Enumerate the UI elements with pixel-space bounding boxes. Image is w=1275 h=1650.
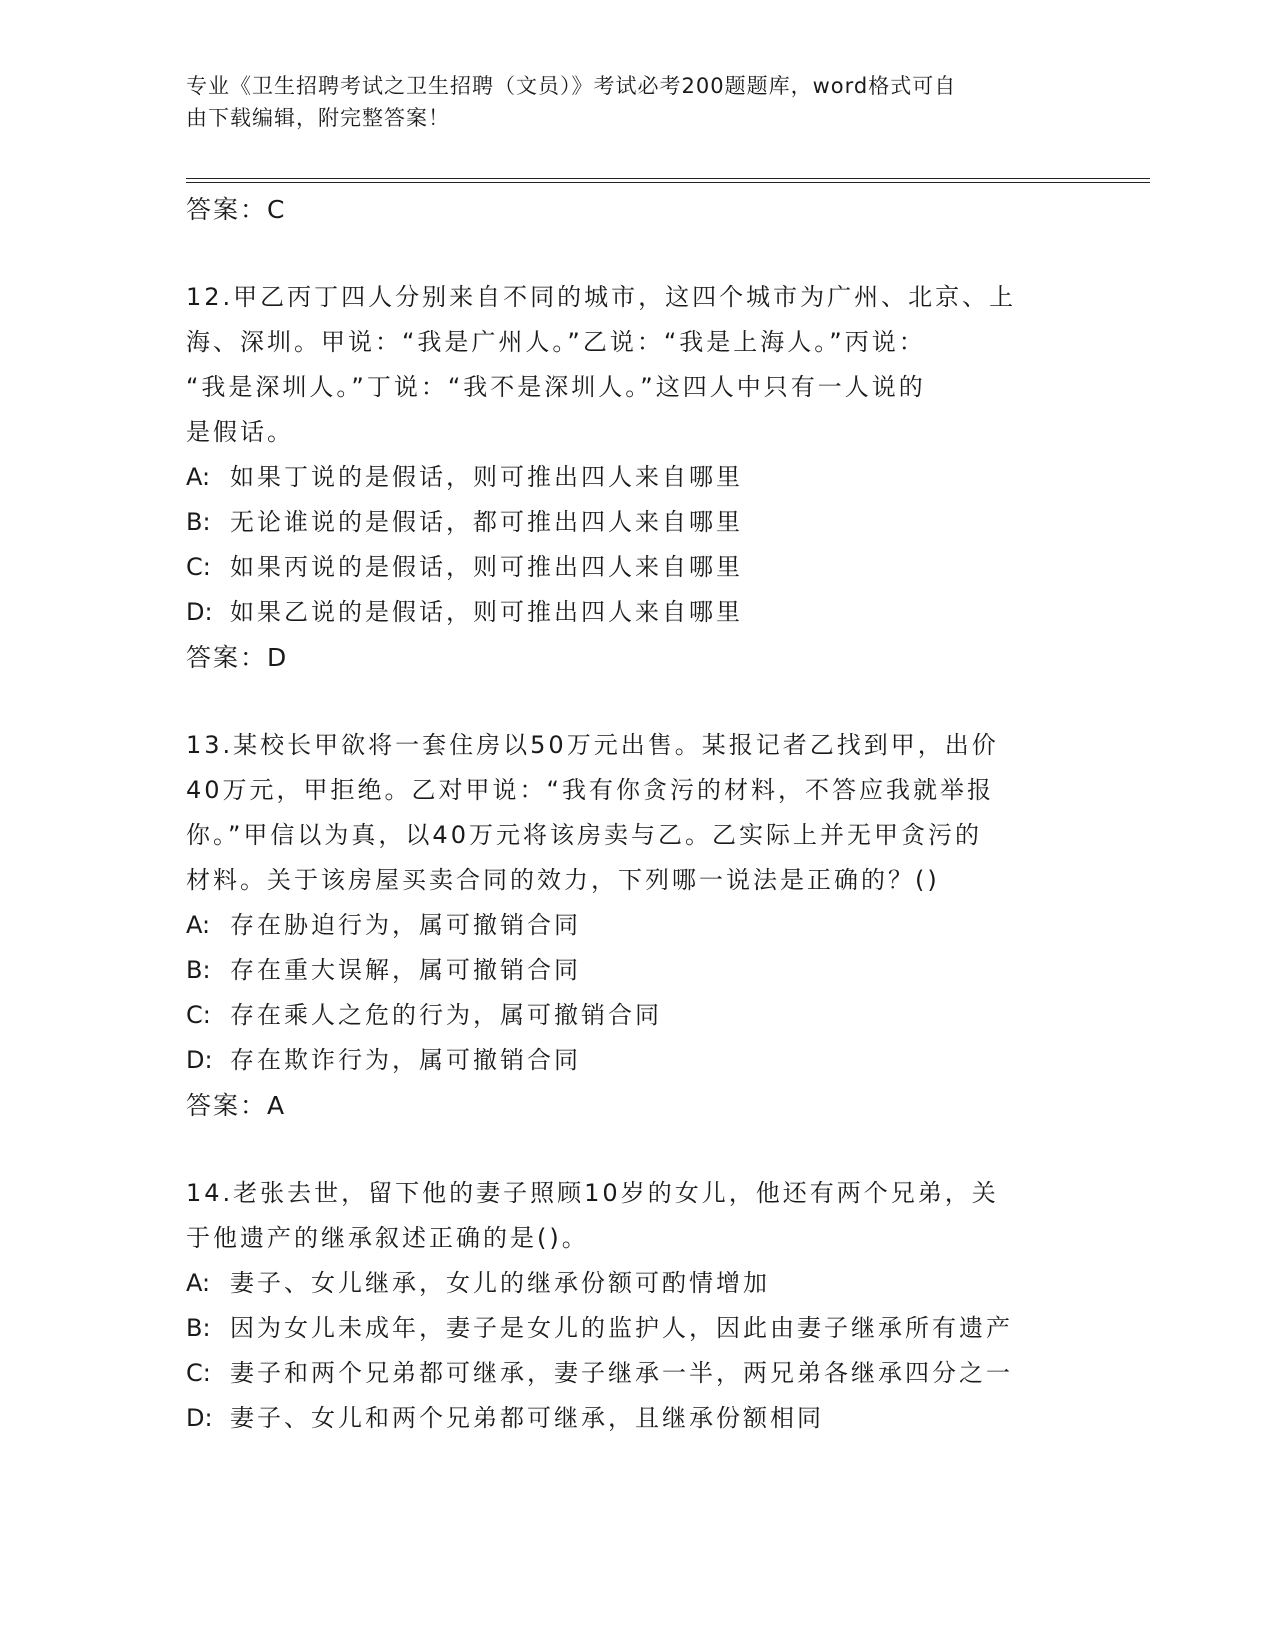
option-key: D:	[186, 1046, 213, 1074]
question-block	[186, 275, 1076, 635]
question-text: 12.甲乙丙丁四人分别来自不同的城市，这四个城市为广州、北京、上 海、深圳。甲说：“我是广州人。”乙说：“我是上海人。”丙说： “我是深圳人。”丁说：“我不是深圳人。”这四人中只有一人说的 是假话。	[186, 283, 1017, 446]
option-a	[186, 903, 1076, 948]
option-c	[186, 1351, 1076, 1396]
option-d	[186, 590, 1076, 635]
option-key: C:	[186, 553, 211, 581]
option-a	[186, 1261, 1076, 1306]
option-text: 如果丙说的是假话，则可推出四人来自哪里	[230, 553, 743, 581]
question-block	[186, 723, 1076, 1083]
option-text: 如果丁说的是假话，则可推出四人来自哪里	[230, 463, 743, 491]
header-rule-bottom	[186, 182, 1150, 183]
answer-line: 答案：D	[186, 643, 289, 672]
option-key: C:	[186, 1359, 211, 1387]
option-a	[186, 455, 1076, 500]
answer-line: 答案：A	[186, 1091, 287, 1120]
option-key: D:	[186, 598, 213, 626]
option-key: B:	[186, 956, 211, 984]
option-text: 存在乘人之危的行为，属可撤销合同	[230, 1001, 662, 1029]
option-text: 如果乙说的是假话，则可推出四人来自哪里	[230, 598, 743, 626]
option-d	[186, 1396, 1076, 1441]
option-text: 存在重大误解，属可撤销合同	[230, 956, 581, 984]
option-text: 存在胁迫行为，属可撤销合同	[230, 911, 581, 939]
option-key: D:	[186, 1404, 213, 1432]
answer-line: 答案：C	[186, 195, 287, 224]
option-key: B:	[186, 508, 211, 536]
option-d	[186, 1038, 1076, 1083]
option-text: 因为女儿未成年，妻子是女儿的监护人，因此由妻子继承所有遗产	[230, 1314, 1013, 1342]
option-text: 存在欺诈行为，属可撤销合同	[230, 1046, 581, 1074]
option-text: 妻子、女儿继承，女儿的继承份额可酌情增加	[230, 1269, 770, 1297]
document-body	[186, 187, 1076, 1441]
option-key: C:	[186, 1001, 211, 1029]
document-header: 专业《卫生招聘考试之卫生招聘（文员）》考试必考200题题库，word格式可自 由下载编辑，附完整答案！	[186, 74, 957, 130]
option-text: 妻子和两个兄弟都可继承，妻子继承一半，两兄弟各继承四分之一	[230, 1359, 1013, 1387]
header-rule-top	[186, 178, 1150, 179]
option-key: A:	[186, 1269, 211, 1297]
question-block	[186, 1171, 1076, 1441]
option-b	[186, 948, 1076, 993]
option-b	[186, 1306, 1076, 1351]
option-key: A:	[186, 911, 211, 939]
option-text: 妻子、女儿和两个兄弟都可继承，且继承份额相同	[230, 1404, 824, 1432]
question-text: 13.某校长甲欲将一套住房以50万元出售。某报记者乙找到甲，出价 40万元，甲拒绝。乙对甲说：“我有你贪污的材料，不答应我就举报 你。”甲信以为真，以40万元将该房卖与乙。乙实际上并无甲贪污的 材料。关于该房屋买卖合同的效力，下列哪一说法是正确的？()	[186, 731, 999, 894]
option-key: B:	[186, 1314, 211, 1342]
question-text: 14.老张去世，留下他的妻子照顾10岁的女儿，他还有两个兄弟，关 于他遗产的继承叙述正确的是()。	[186, 1179, 999, 1252]
option-key: A:	[186, 463, 211, 491]
option-text: 无论谁说的是假话，都可推出四人来自哪里	[230, 508, 743, 536]
option-c	[186, 993, 1076, 1038]
option-b	[186, 500, 1076, 545]
option-c	[186, 545, 1076, 590]
